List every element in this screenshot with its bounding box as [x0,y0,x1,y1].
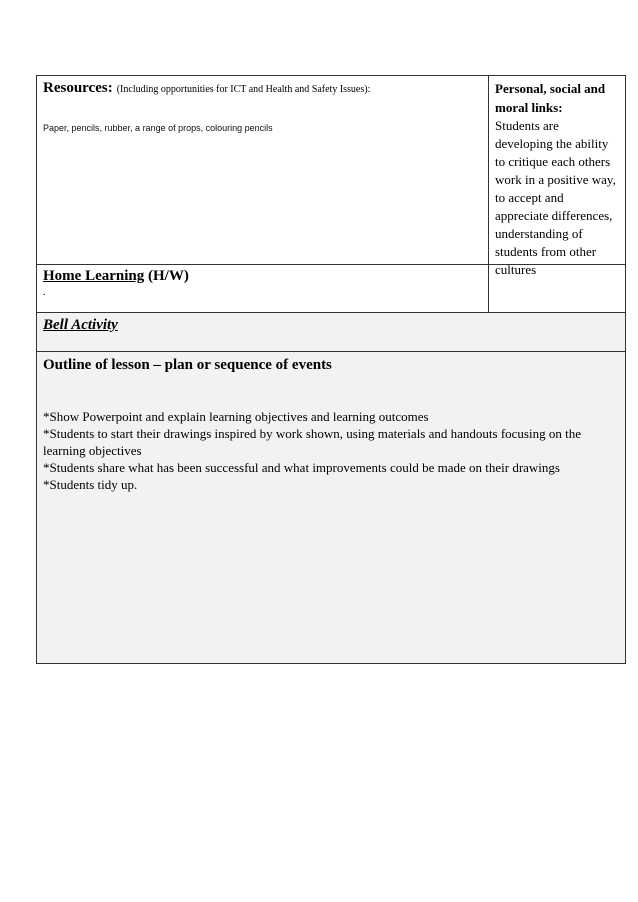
home-learning-row [37,265,625,313]
lesson-plan-table [36,75,626,664]
outline-cell [37,352,625,663]
bell-activity-title: Bell Activity [43,317,118,333]
resources-items: Paper, pencils, rubber, a range of props, colouring pencils [43,123,273,133]
home-learning-title: Home Learning [43,268,145,284]
home-learning-empty-cell [489,265,625,312]
resources-note: (Including opportunities for ICT and Health and Safety Issues): [116,84,371,95]
resources-heading: Resources: [43,80,113,96]
psm-title: Personal, social and moral links: [495,81,606,115]
outline-step: *Students to start their drawings inspired by work shown, using materials and handouts focusing on the learning objectives [43,426,581,458]
psm-cell [489,76,625,277]
bell-activity-cell [37,313,625,351]
outline-step: *Students tidy up. [43,477,138,492]
home-learning-content: . [43,287,46,298]
outline-steps [43,408,619,493]
outline-row [37,352,625,663]
psm-text: Students are developing the ability to critique each others work in a positive way, to accept and appreciate differences, understanding of students from other cultures [495,118,616,277]
outline-title: Outline of lesson – plan or sequence of events [43,357,332,373]
home-learning-heading [43,268,482,285]
home-learning-suffix: (H/W) [144,268,189,284]
outline-step: *Show Powerpoint and explain learning objectives and learning outcomes [43,409,429,424]
outline-step: *Students share what has been successful and what improvements could be made on their drawings [43,460,560,475]
bell-activity-row [37,313,625,352]
home-learning-cell [37,265,489,312]
resources-cell [37,76,489,264]
